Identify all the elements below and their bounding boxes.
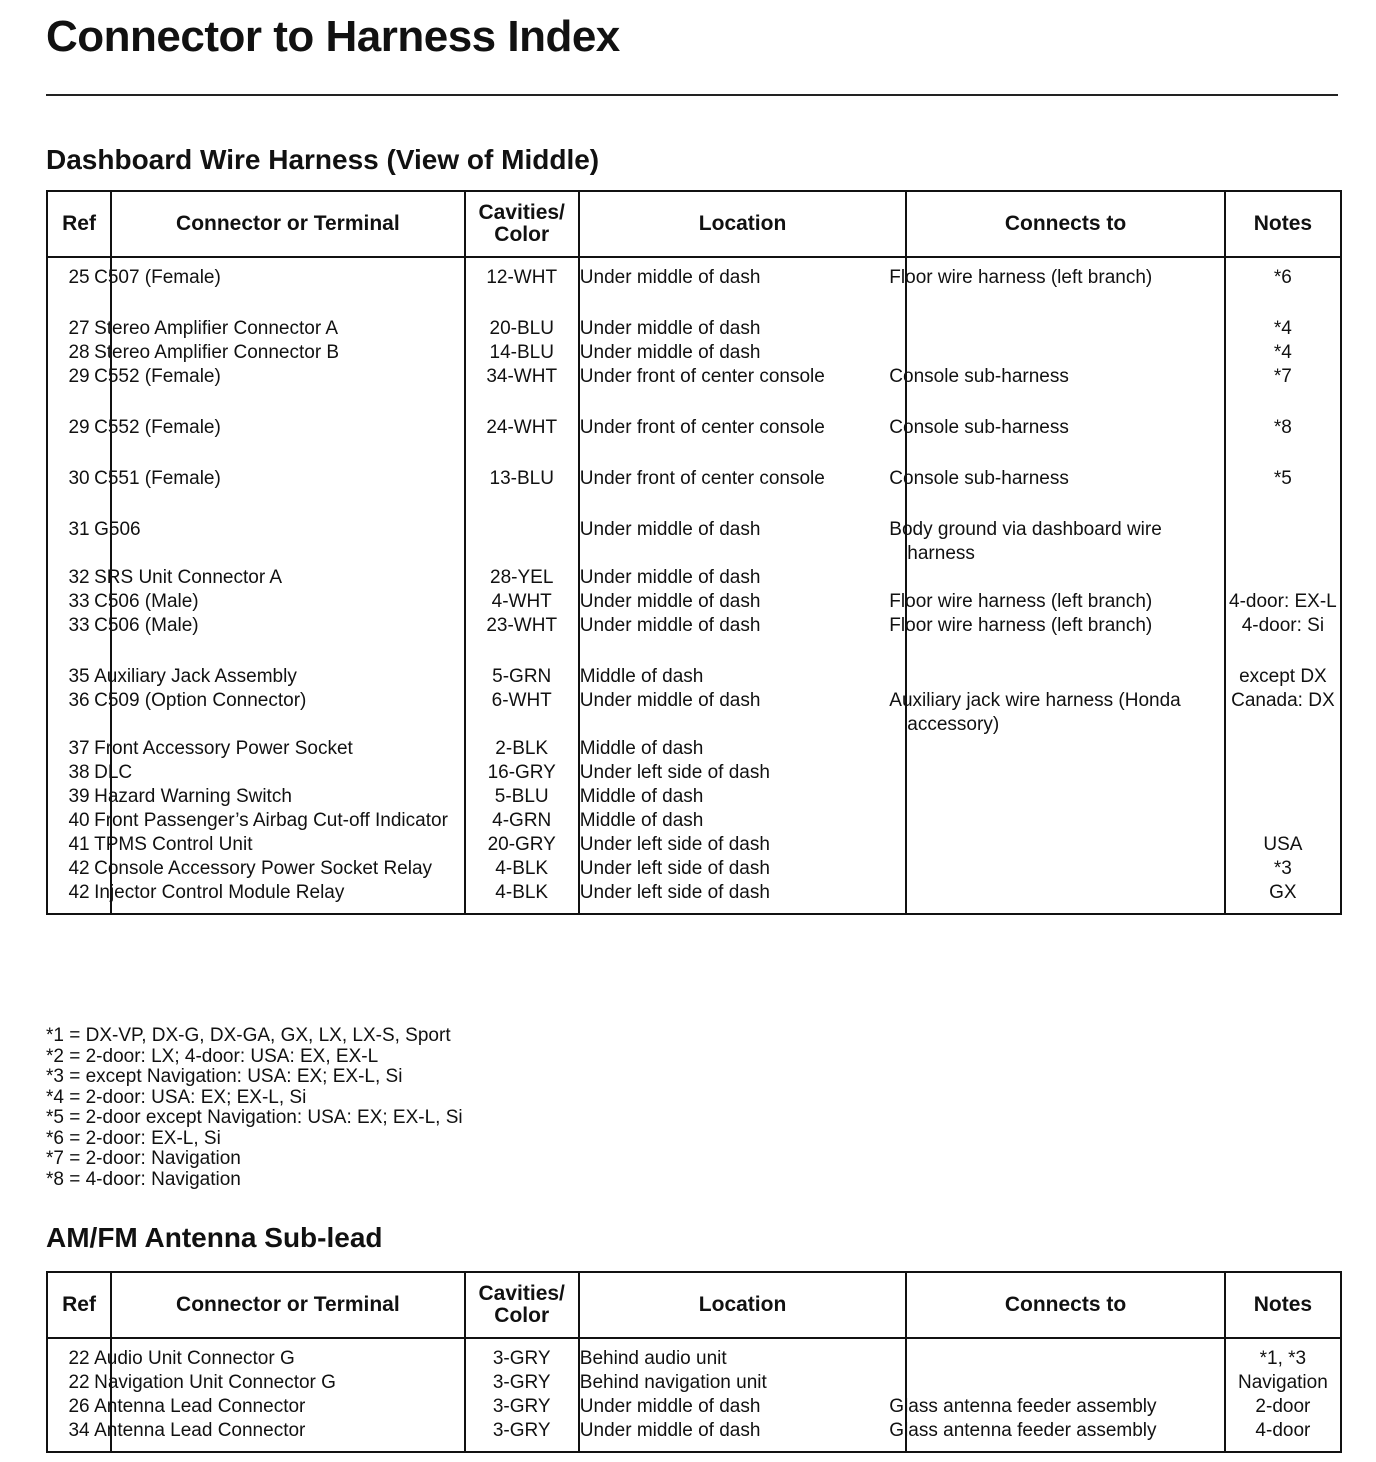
cell-connects-to <box>906 761 1224 785</box>
table-header-row <box>47 1272 1341 1338</box>
section-title-antenna-sublead: AM/FM Antenna Sub-lead <box>46 1222 383 1253</box>
cell-ref: 31 <box>47 518 111 566</box>
antenna-sublead-table <box>46 1271 1342 1453</box>
cell-cavities: 6-WHT <box>465 689 579 737</box>
cell-connects-to <box>906 857 1224 881</box>
cell-ref: 35 <box>47 665 111 689</box>
cell-ref: 29 <box>47 365 111 416</box>
cell-notes: *3 <box>1273 858 1292 879</box>
cell-notes: *8 <box>1273 417 1292 438</box>
column-header-ref: Ref <box>47 191 111 257</box>
cell-connector: Stereo Amplifier Connector B <box>111 341 465 365</box>
cell-location: Under left side of dash <box>579 857 907 881</box>
cell-connector: G506 <box>111 518 465 566</box>
cell-connects-to: Floor wire harness (left branch) <box>906 614 1224 665</box>
cell-connects-to <box>906 1371 1224 1395</box>
column-header-location: Location <box>579 191 907 257</box>
table-row <box>47 689 1341 737</box>
footnote: *1 = DX-VP, DX-G, DX-GA, GX, LX, LX-S, Sport <box>46 1025 451 1046</box>
cell-connector: Stereo Amplifier Connector A <box>111 317 465 341</box>
cell-location: Behind navigation unit <box>579 1371 907 1395</box>
cell-ref: 41 <box>47 833 111 857</box>
cell-connects-to <box>906 881 1224 914</box>
cell-location: Under middle of dash <box>579 341 907 365</box>
cell-location: Under middle of dash <box>579 614 907 665</box>
cell-cavities: 2-BLK <box>465 737 579 761</box>
cell-connector: Front Accessory Power Socket <box>111 737 465 761</box>
cell-notes <box>1225 566 1341 590</box>
dashboard-harness-table <box>46 190 1342 915</box>
cell-ref: 36 <box>47 689 111 737</box>
cell-connector: C552 (Female) <box>111 365 465 416</box>
cell-connects-to: Floor wire harness (left branch) <box>906 257 1224 317</box>
cell-location: Under front of center console <box>579 416 907 467</box>
cell-location: Behind audio unit <box>579 1338 907 1371</box>
cell-cavities: 14-BLU <box>465 341 579 365</box>
cell-ref: 30 <box>47 467 111 518</box>
column-header-cavities: Cavities/ Color <box>465 1272 579 1338</box>
footnote: *5 = 2-door except Navigation: USA: EX; EX-L, Si <box>46 1107 463 1128</box>
cell-ref: 22 <box>47 1338 111 1371</box>
cell-location: Middle of dash <box>579 785 907 809</box>
cell-location: Under middle of dash <box>579 257 907 317</box>
table-row <box>47 317 1341 341</box>
cell-connects-to: Console sub-harness <box>906 365 1224 416</box>
cell-location: Under middle of dash <box>579 518 907 566</box>
cell-connects-to <box>906 566 1224 590</box>
cell-location: Under middle of dash <box>579 1395 907 1419</box>
cell-ref: 38 <box>47 761 111 785</box>
cell-notes: Canada: DX <box>1231 690 1335 711</box>
table-body <box>47 1338 1341 1452</box>
cell-notes <box>1225 737 1341 761</box>
cell-location: Under front of center console <box>579 467 907 518</box>
table-row <box>47 341 1341 365</box>
cell-cavities <box>465 518 579 566</box>
table-row <box>47 614 1341 665</box>
cell-connects-to <box>906 833 1224 857</box>
cell-connector: DLC <box>111 761 465 785</box>
cell-cavities: 20-BLU <box>465 317 579 341</box>
column-header-connector: Connector or Terminal <box>111 191 465 257</box>
footnote: *8 = 4-door: Navigation <box>46 1168 241 1190</box>
cell-ref: 22 <box>47 1371 111 1395</box>
cell-cavities: 28-YEL <box>465 566 579 590</box>
cell-connector: Hazard Warning Switch <box>111 785 465 809</box>
table-row <box>47 785 1341 809</box>
cell-notes: *5 <box>1273 468 1292 489</box>
cell-ref: 26 <box>47 1395 111 1419</box>
table-row <box>47 881 1341 914</box>
table-row <box>47 257 1341 317</box>
cell-connector: C506 (Male) <box>111 614 465 665</box>
footnote: *3 = except Navigation: USA: EX; EX-L, Si <box>46 1066 403 1087</box>
title-divider <box>46 94 1338 96</box>
table-row <box>47 590 1341 614</box>
table-row <box>47 1419 1341 1452</box>
cell-cavities: 13-BLU <box>465 467 579 518</box>
cell-ref: 42 <box>47 857 111 881</box>
cell-notes: USA <box>1263 834 1303 855</box>
footnote: *4 = 2-door: USA: EX; EX-L, Si <box>46 1086 307 1108</box>
cell-ref: 40 <box>47 809 111 833</box>
cell-location: Middle of dash <box>579 809 907 833</box>
cell-location: Under front of center console <box>579 365 907 416</box>
cell-notes: *1, *3 <box>1259 1348 1307 1369</box>
cell-ref: 27 <box>47 317 111 341</box>
cell-connects-to <box>906 665 1224 689</box>
cell-connector: C506 (Male) <box>111 590 465 614</box>
cell-connector: Antenna Lead Connector <box>111 1395 465 1419</box>
cell-notes: *6 <box>1273 267 1292 288</box>
cell-location: Under middle of dash <box>579 689 907 737</box>
cell-connects-to: Floor wire harness (left branch) <box>906 590 1224 614</box>
table-row <box>47 416 1341 467</box>
cell-connector: Antenna Lead Connector <box>111 1419 465 1452</box>
column-header-connects-to: Connects to <box>906 1272 1224 1338</box>
cell-location: Under middle of dash <box>579 590 907 614</box>
cell-connector: Audio Unit Connector G <box>111 1338 465 1371</box>
cell-connector: Auxiliary Jack Assembly <box>111 665 465 689</box>
cell-location: Under left side of dash <box>579 881 907 914</box>
cell-connects-to: Auxiliary jack wire harness (Honda accessory) <box>906 689 1224 737</box>
cell-cavities: 16-GRY <box>465 761 579 785</box>
cell-connects-to: Console sub-harness <box>906 416 1224 467</box>
cell-connector: TPMS Control Unit <box>111 833 465 857</box>
table-row <box>47 365 1341 416</box>
cell-cavities: 23-WHT <box>465 614 579 665</box>
cell-notes: *4 <box>1273 342 1292 363</box>
cell-cavities: 4-BLK <box>465 857 579 881</box>
cell-connects-to: Glass antenna feeder assembly <box>906 1395 1224 1419</box>
column-header-cavities: Cavities/ Color <box>465 191 579 257</box>
table-row <box>47 1338 1341 1371</box>
column-header-location: Location <box>579 1272 907 1338</box>
table-row <box>47 1371 1341 1395</box>
column-header-notes: Notes <box>1225 1272 1341 1338</box>
cell-ref: 33 <box>47 590 111 614</box>
table-row <box>47 737 1341 761</box>
cell-ref: 33 <box>47 614 111 665</box>
cell-connects-to: Glass antenna feeder assembly <box>906 1419 1224 1452</box>
cell-ref: 32 <box>47 566 111 590</box>
table-row <box>47 518 1341 566</box>
cell-location: Middle of dash <box>579 737 907 761</box>
cell-connector: Console Accessory Power Socket Relay <box>111 857 465 881</box>
cell-cavities: 24-WHT <box>465 416 579 467</box>
table-row <box>47 857 1341 881</box>
cell-cavities: 4-WHT <box>465 590 579 614</box>
section-title-dashboard-harness: Dashboard Wire Harness (View of Middle) <box>46 144 600 175</box>
page-title: Connector to Harness Index <box>46 12 620 61</box>
footnotes-list <box>46 1026 463 1190</box>
cell-ref: 42 <box>47 881 111 914</box>
cell-connector: SRS Unit Connector A <box>111 566 465 590</box>
column-header-ref: Ref <box>47 1272 111 1338</box>
cell-cavities: 12-WHT <box>465 257 579 317</box>
cell-connects-to <box>906 809 1224 833</box>
cell-cavities: 34-WHT <box>465 365 579 416</box>
cell-notes <box>1225 518 1341 566</box>
cell-ref: 34 <box>47 1419 111 1452</box>
cell-ref: 37 <box>47 737 111 761</box>
column-header-connects-to: Connects to <box>906 191 1224 257</box>
cell-location: Under left side of dash <box>579 761 907 785</box>
cell-connects-to <box>906 785 1224 809</box>
cell-cavities: 3-GRY <box>465 1395 579 1419</box>
cell-connector: C509 (Option Connector) <box>111 689 465 737</box>
cell-cavities: 4-BLK <box>465 881 579 914</box>
cell-connects-to: Body ground via dashboard wire harness <box>906 518 1224 566</box>
cell-connector: Front Passenger’s Airbag Cut-off Indicator <box>111 809 465 833</box>
cell-cavities: 5-GRN <box>465 665 579 689</box>
cell-location: Under left side of dash <box>579 833 907 857</box>
cell-connector: C551 (Female) <box>111 467 465 518</box>
cell-location: Under middle of dash <box>579 566 907 590</box>
cell-connects-to: Console sub-harness <box>906 467 1224 518</box>
cell-cavities: 3-GRY <box>465 1419 579 1452</box>
cell-connects-to <box>906 737 1224 761</box>
cell-ref: 39 <box>47 785 111 809</box>
column-header-notes: Notes <box>1225 191 1341 257</box>
table-row <box>47 467 1341 518</box>
footnote: *6 = 2-door: EX-L, Si <box>46 1127 221 1149</box>
cell-cavities: 3-GRY <box>465 1371 579 1395</box>
cell-notes: Navigation <box>1238 1372 1328 1393</box>
cell-notes <box>1225 809 1341 833</box>
cell-location: Middle of dash <box>579 665 907 689</box>
cell-connects-to <box>906 317 1224 341</box>
cell-notes: GX <box>1269 882 1297 903</box>
cell-connects-to <box>906 1338 1224 1371</box>
table-row <box>47 761 1341 785</box>
cell-ref: 28 <box>47 341 111 365</box>
cell-cavities: 20-GRY <box>465 833 579 857</box>
cell-notes: 4-door: EX-L <box>1229 591 1337 612</box>
table-header-row <box>47 191 1341 257</box>
cell-notes: *4 <box>1273 318 1292 339</box>
table-row <box>47 566 1341 590</box>
table-row <box>47 833 1341 857</box>
cell-notes: 4-door: Si <box>1241 615 1325 636</box>
cell-connector: C552 (Female) <box>111 416 465 467</box>
column-header-connector: Connector or Terminal <box>111 1272 465 1338</box>
cell-location: Under middle of dash <box>579 1419 907 1452</box>
table-row <box>47 1395 1341 1419</box>
footnote: *7 = 2-door: Navigation <box>46 1148 241 1169</box>
cell-notes: except DX <box>1239 666 1327 687</box>
cell-connects-to <box>906 341 1224 365</box>
cell-location: Under middle of dash <box>579 317 907 341</box>
cell-connector: C507 (Female) <box>111 257 465 317</box>
cell-connector: Injector Control Module Relay <box>111 881 465 914</box>
cell-notes <box>1225 785 1341 809</box>
cell-notes: *7 <box>1273 366 1292 387</box>
cell-notes <box>1225 761 1341 785</box>
cell-connector: Navigation Unit Connector G <box>111 1371 465 1395</box>
table-body <box>47 257 1341 914</box>
cell-ref: 25 <box>47 257 111 317</box>
cell-cavities: 3-GRY <box>465 1338 579 1371</box>
cell-notes: 4-door <box>1255 1420 1311 1441</box>
cell-ref: 29 <box>47 416 111 467</box>
cell-cavities: 5-BLU <box>465 785 579 809</box>
table-row <box>47 809 1341 833</box>
footnote: *2 = 2-door: LX; 4-door: USA: EX, EX-L <box>46 1045 379 1067</box>
cell-cavities: 4-GRN <box>465 809 579 833</box>
cell-notes: 2-door <box>1255 1396 1311 1417</box>
table-row <box>47 665 1341 689</box>
